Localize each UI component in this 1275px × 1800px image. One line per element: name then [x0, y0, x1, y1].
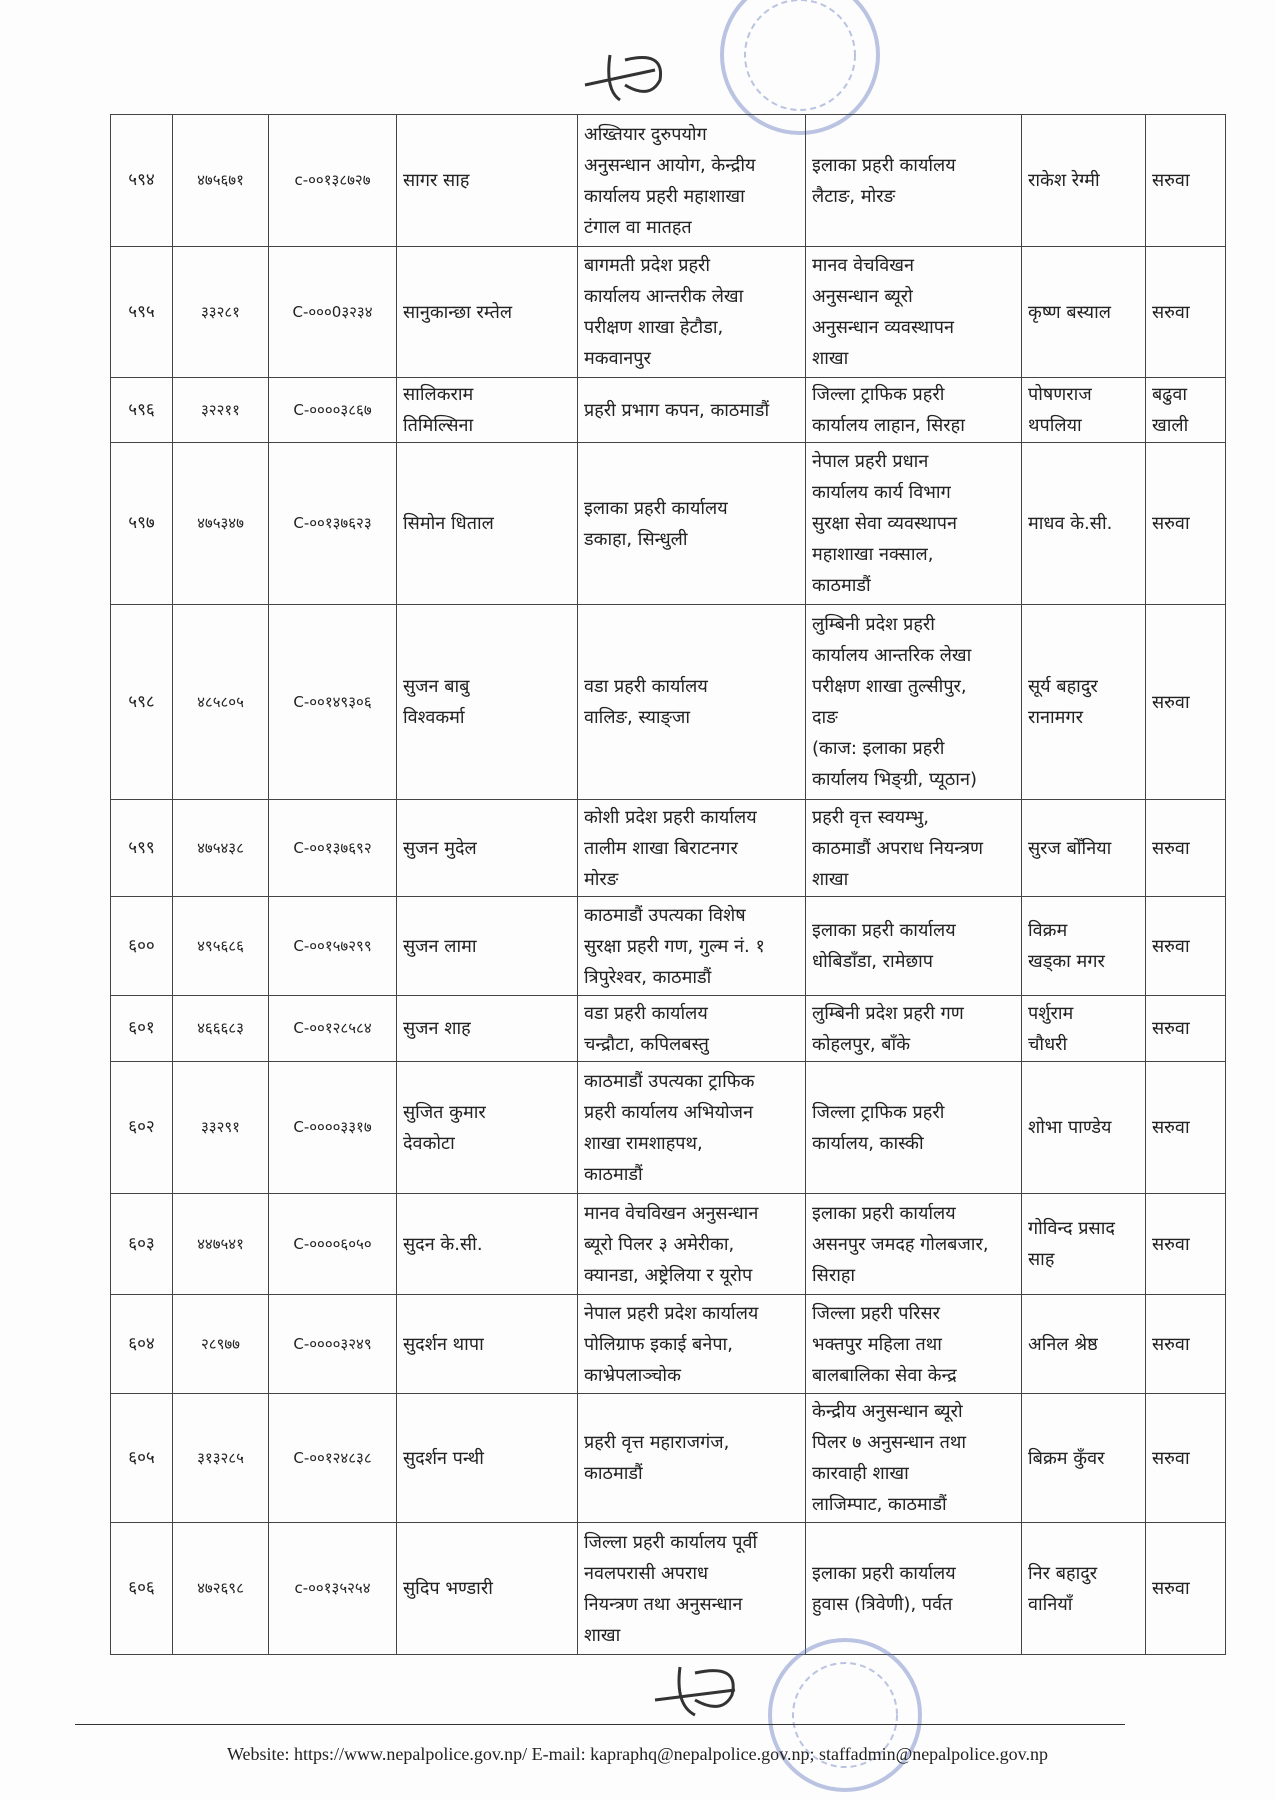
employee-id-cell: C-००१३७६९२ — [269, 800, 397, 897]
recommender-cell: राकेश रेग्मी — [1022, 115, 1146, 247]
employee-id-cell: C-००१२४८३८ — [269, 1394, 397, 1523]
employee-number-cell: ४८५८०५ — [173, 605, 269, 800]
from-office-cell: वडा प्रहरी कार्यालय वालिङ, स्याङ्जा — [578, 605, 806, 800]
from-office-cell: कोशी प्रदेश प्रहरी कार्यालय तालीम शाखा बिराटनगर मोरङ — [578, 800, 806, 897]
employee-number-cell: ४७५३४७ — [173, 443, 269, 605]
employee-name-cell: सुदर्शन पन्थी — [397, 1394, 578, 1523]
employee-number-cell: ४७५४३८ — [173, 800, 269, 897]
employee-name-cell: सिमोन धिताल — [397, 443, 578, 605]
to-office-cell: इलाका प्रहरी कार्यालय हुवास (त्रिवेणी), पर्वत — [806, 1523, 1022, 1655]
serial-number-cell: ६०६ — [111, 1523, 173, 1655]
employee-name-cell: सुजन बाबु विश्वकर्मा — [397, 605, 578, 800]
employee-name-cell: सुजन शाह — [397, 996, 578, 1062]
from-office-cell: जिल्ला प्रहरी कार्यालय पूर्वी नवलपरासी अपराध नियन्त्रण तथा अनुसन्धान शाखा — [578, 1523, 806, 1655]
employee-id-cell: C-००१५७२९९ — [269, 897, 397, 996]
table-row — [111, 1062, 1226, 1194]
recommender-cell: पोषणराज थपलिया — [1022, 378, 1146, 443]
to-office-cell: इलाका प्रहरी कार्यालय धोबिडाँडा, रामेछाप — [806, 897, 1022, 996]
transfer-table — [110, 114, 1226, 1655]
transfer-status-cell: सरुवा — [1146, 800, 1226, 897]
official-seal-bottom — [760, 1620, 930, 1800]
serial-number-cell: ६०० — [111, 897, 173, 996]
employee-name-cell: सुजन लामा — [397, 897, 578, 996]
transfer-status-cell: सरुवा — [1146, 897, 1226, 996]
from-office-cell: मानव वेचविखन अनुसन्धान ब्यूरो पिलर ३ अमेरीका, क्यानडा, अष्ट्रेलिया र यूरोप — [578, 1194, 806, 1295]
employee-name-cell: सुजित कुमार देवकोटा — [397, 1062, 578, 1194]
table-row — [111, 1194, 1226, 1295]
table-row — [111, 996, 1226, 1062]
serial-number-cell: ६०१ — [111, 996, 173, 1062]
table-row — [111, 378, 1226, 443]
serial-number-cell: ५९९ — [111, 800, 173, 897]
table-row — [111, 247, 1226, 378]
employee-id-cell: C-०००0३२३४ — [269, 247, 397, 378]
transfer-status-cell: सरुवा — [1146, 443, 1226, 605]
serial-number-cell: ५९५ — [111, 247, 173, 378]
to-office-cell: मानव वेचविखन अनुसन्धान ब्यूरो अनुसन्धान व्यवस्थापन शाखा — [806, 247, 1022, 378]
employee-number-cell: ४४७५४१ — [173, 1194, 269, 1295]
recommender-cell: बिक्रम कुँवर — [1022, 1394, 1146, 1523]
recommender-cell: सुरज बोँनिया — [1022, 800, 1146, 897]
employee-id-cell: C-००००३२४९ — [269, 1295, 397, 1394]
recommender-cell: कृष्ण बस्याल — [1022, 247, 1146, 378]
from-office-cell: वडा प्रहरी कार्यालय चन्द्रौटा, कपिलबस्तु — [578, 996, 806, 1062]
serial-number-cell: ६०२ — [111, 1062, 173, 1194]
employee-number-cell: ३३२८१ — [173, 247, 269, 378]
from-office-cell: बागमती प्रदेश प्रहरी कार्यालय आन्तरीक लेखा परीक्षण शाखा हेटौडा, मकवानपुर — [578, 247, 806, 378]
table-row — [111, 1523, 1226, 1655]
employee-number-cell: ३१३२८५ — [173, 1394, 269, 1523]
from-office-cell: प्रहरी वृत्त महाराजगंज, काठमाडौं — [578, 1394, 806, 1523]
serial-number-cell: ५९६ — [111, 378, 173, 443]
employee-id-cell: c-००१३८७२७ — [269, 115, 397, 247]
employee-number-cell: ३३२९१ — [173, 1062, 269, 1194]
transfer-status-cell: सरुवा — [1146, 1062, 1226, 1194]
serial-number-cell: ५९८ — [111, 605, 173, 800]
transfer-status-cell: बढुवा खाली — [1146, 378, 1226, 443]
table-row — [111, 605, 1226, 800]
from-office-cell: नेपाल प्रहरी प्रदेश कार्यालय पोलिग्राफ इकाई बनेपा, काभ्रेपलाञ्चोक — [578, 1295, 806, 1394]
from-office-cell: काठमाडौं उपत्यका विशेष सुरक्षा प्रहरी गण, गुल्म नं. १ त्रिपुरेश्वर, काठमाडौं — [578, 897, 806, 996]
employee-id-cell: C-००००३८६७ — [269, 378, 397, 443]
to-office-cell: लुम्बिनी प्रदेश प्रहरी गण कोहलपुर, बाँके — [806, 996, 1022, 1062]
signature-bottom — [640, 1655, 760, 1725]
to-office-cell: लुम्बिनी प्रदेश प्रहरी कार्यालय आन्तरिक लेखा परीक्षण शाखा तुल्सीपुर, दाङ (काज: इलाका प्रहरी कार्यालय भिङ्ग्री, प्यूठान) — [806, 605, 1022, 800]
table-row — [111, 800, 1226, 897]
employee-id-cell: C-००१४९३०६ — [269, 605, 397, 800]
table-row — [111, 897, 1226, 996]
to-office-cell: प्रहरी वृत्त स्वयम्भु, काठमाडौं अपराध नियन्त्रण शाखा — [806, 800, 1022, 897]
table-row — [111, 115, 1226, 247]
employee-name-cell: सुजन मुदेल — [397, 800, 578, 897]
employee-name-cell: सागर साह — [397, 115, 578, 247]
recommender-cell: शोभा पाण्डेय — [1022, 1062, 1146, 1194]
employee-name-cell: सानुकान्छा रम्तेल — [397, 247, 578, 378]
transfer-status-cell: सरुवा — [1146, 115, 1226, 247]
recommender-cell: गोविन्द प्रसाद साह — [1022, 1194, 1146, 1295]
serial-number-cell: ६०५ — [111, 1394, 173, 1523]
employee-number-cell: ४७२६९८ — [173, 1523, 269, 1655]
to-office-cell: जिल्ला ट्राफिक प्रहरी कार्यालय, कास्की — [806, 1062, 1022, 1194]
table-row — [111, 1295, 1226, 1394]
employee-name-cell: सुदर्शन थापा — [397, 1295, 578, 1394]
signature-top — [565, 40, 685, 110]
to-office-cell: इलाका प्रहरी कार्यालय लैटाङ, मोरङ — [806, 115, 1022, 247]
table-row — [111, 1394, 1226, 1523]
serial-number-cell: ५९७ — [111, 443, 173, 605]
employee-number-cell: ४६६६८३ — [173, 996, 269, 1062]
employee-number-cell: ३२२११ — [173, 378, 269, 443]
footer-contact: Website: https://www.nepalpolice.gov.np/ E-mail: kapraphq@nepalpolice.gov.np; staffadmin@nepalpolice.gov.np — [226, 1744, 1048, 1764]
transfer-status-cell: सरुवा — [1146, 1194, 1226, 1295]
employee-id-cell: C-००००३३१७ — [269, 1062, 397, 1194]
transfer-status-cell: सरुवा — [1146, 1295, 1226, 1394]
to-office-cell: जिल्ला प्रहरी परिसर भक्तपुर महिला तथा बालबालिका सेवा केन्द्र — [806, 1295, 1022, 1394]
to-office-cell: इलाका प्रहरी कार्यालय असनपुर जमदह गोलबजार, सिराहा — [806, 1194, 1022, 1295]
employee-name-cell: सालिकराम तिमिल्सिना — [397, 378, 578, 443]
transfer-status-cell: सरुवा — [1146, 1394, 1226, 1523]
table-row — [111, 443, 1226, 605]
employee-id-cell: C-००१३७६२३ — [269, 443, 397, 605]
employee-number-cell: ४७५६७१ — [173, 115, 269, 247]
serial-number-cell: ५९४ — [111, 115, 173, 247]
transfer-status-cell: सरुवा — [1146, 247, 1226, 378]
recommender-cell: सूर्य बहादुर रानामगर — [1022, 605, 1146, 800]
employee-name-cell: सुदिप भण्डारी — [397, 1523, 578, 1655]
footer-divider — [75, 1724, 1125, 1725]
transfer-status-cell: सरुवा — [1146, 605, 1226, 800]
transfer-status-cell: सरुवा — [1146, 996, 1226, 1062]
employee-number-cell: २८९७७ — [173, 1295, 269, 1394]
serial-number-cell: ६०४ — [111, 1295, 173, 1394]
to-office-cell: केन्द्रीय अनुसन्धान ब्यूरो पिलर ७ अनुसन्धान तथा कारवाही शाखा लाजिम्पाट, काठमाडौं — [806, 1394, 1022, 1523]
recommender-cell: विक्रम खड्का मगर — [1022, 897, 1146, 996]
to-office-cell: नेपाल प्रहरी प्रधान कार्यालय कार्य विभाग सुरक्षा सेवा व्यवस्थापन महाशाखा नक्साल, काठमाडौं — [806, 443, 1022, 605]
employee-id-cell: c-००१३५२५४ — [269, 1523, 397, 1655]
from-office-cell: इलाका प्रहरी कार्यालय डकाहा, सिन्धुली — [578, 443, 806, 605]
from-office-cell: अख्तियार दुरुपयोग अनुसन्धान आयोग, केन्द्रीय कार्यालय प्रहरी महाशाखा टंगाल वा मातहत — [578, 115, 806, 247]
from-office-cell: प्रहरी प्रभाग कपन, काठमाडौं — [578, 378, 806, 443]
employee-id-cell: C-००१२८५८४ — [269, 996, 397, 1062]
recommender-cell: अनिल श्रेष्ठ — [1022, 1295, 1146, 1394]
transfer-status-cell: सरुवा — [1146, 1523, 1226, 1655]
from-office-cell: काठमाडौं उपत्यका ट्राफिक प्रहरी कार्यालय अभियोजन शाखा रामशाहपथ, काठमाडौं — [578, 1062, 806, 1194]
recommender-cell: निर बहादुर वानियाँ — [1022, 1523, 1146, 1655]
employee-name-cell: सुदन के.सी. — [397, 1194, 578, 1295]
recommender-cell: पर्शुराम चौधरी — [1022, 996, 1146, 1062]
employee-number-cell: ४९५६८६ — [173, 897, 269, 996]
recommender-cell: माधव के.सी. — [1022, 443, 1146, 605]
serial-number-cell: ६०३ — [111, 1194, 173, 1295]
employee-id-cell: C-००००६०५० — [269, 1194, 397, 1295]
to-office-cell: जिल्ला ट्राफिक प्रहरी कार्यालय लाहान, सिरहा — [806, 378, 1022, 443]
